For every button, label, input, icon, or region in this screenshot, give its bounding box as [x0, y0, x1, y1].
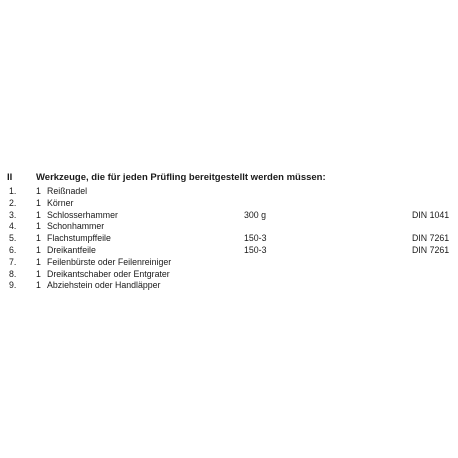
item-name: Abziehstein oder Handläpper: [47, 280, 161, 291]
item-quantity: 1: [36, 256, 41, 267]
item-name: Reißnadel: [47, 186, 88, 196]
list-item: [0, 198, 458, 210]
item-number: 7.: [9, 256, 17, 267]
item-norm: DIN 1041: [412, 209, 450, 220]
item-number: 4.: [9, 221, 17, 232]
item-name: Körner: [47, 197, 74, 208]
item-number: 1.: [9, 186, 17, 196]
item-number: 5.: [9, 233, 17, 244]
list-item: [0, 257, 458, 269]
item-spec: 150-3: [244, 233, 267, 244]
item-quantity: 1: [36, 244, 41, 255]
list-item: [0, 221, 458, 233]
item-name: Dreikantschaber oder Entgrater: [47, 268, 170, 279]
item-number: 3.: [9, 209, 17, 220]
list-item: [0, 233, 458, 245]
item-number: 9.: [9, 280, 17, 291]
item-norm: DIN 7261: [412, 244, 450, 255]
item-quantity: 1: [36, 233, 41, 244]
item-name: Flachstumpffeile: [47, 233, 111, 244]
list-item: [0, 245, 458, 257]
item-quantity: 1: [36, 186, 41, 196]
item-quantity: 1: [36, 209, 41, 220]
item-quantity: 1: [36, 268, 41, 279]
list-item: [0, 269, 458, 281]
item-quantity: 1: [36, 221, 41, 232]
item-name: Schonhammer: [47, 221, 105, 232]
list-item: [0, 280, 458, 292]
item-number: 8.: [9, 268, 17, 279]
list-item: [0, 210, 458, 222]
tool-list: [0, 186, 458, 292]
list-item: [0, 186, 458, 198]
item-norm: DIN 7261: [412, 233, 450, 244]
item-quantity: 1: [36, 197, 41, 208]
item-number: 2.: [9, 197, 17, 208]
item-number: 6.: [9, 244, 17, 255]
item-quantity: 1: [36, 280, 41, 291]
section-number: II: [7, 172, 13, 183]
section-title: Werkzeuge, die für jeden Prüfling bereitgestellt werden müssen:: [36, 172, 326, 183]
item-spec: 150-3: [244, 244, 267, 255]
section-header: [0, 172, 458, 186]
item-spec: 300 g: [244, 209, 267, 220]
item-name: Feilenbürste oder Feilenreiniger: [47, 256, 172, 267]
item-name: Schlosserhammer: [47, 209, 118, 220]
item-name: Dreikantfeile: [47, 244, 96, 255]
